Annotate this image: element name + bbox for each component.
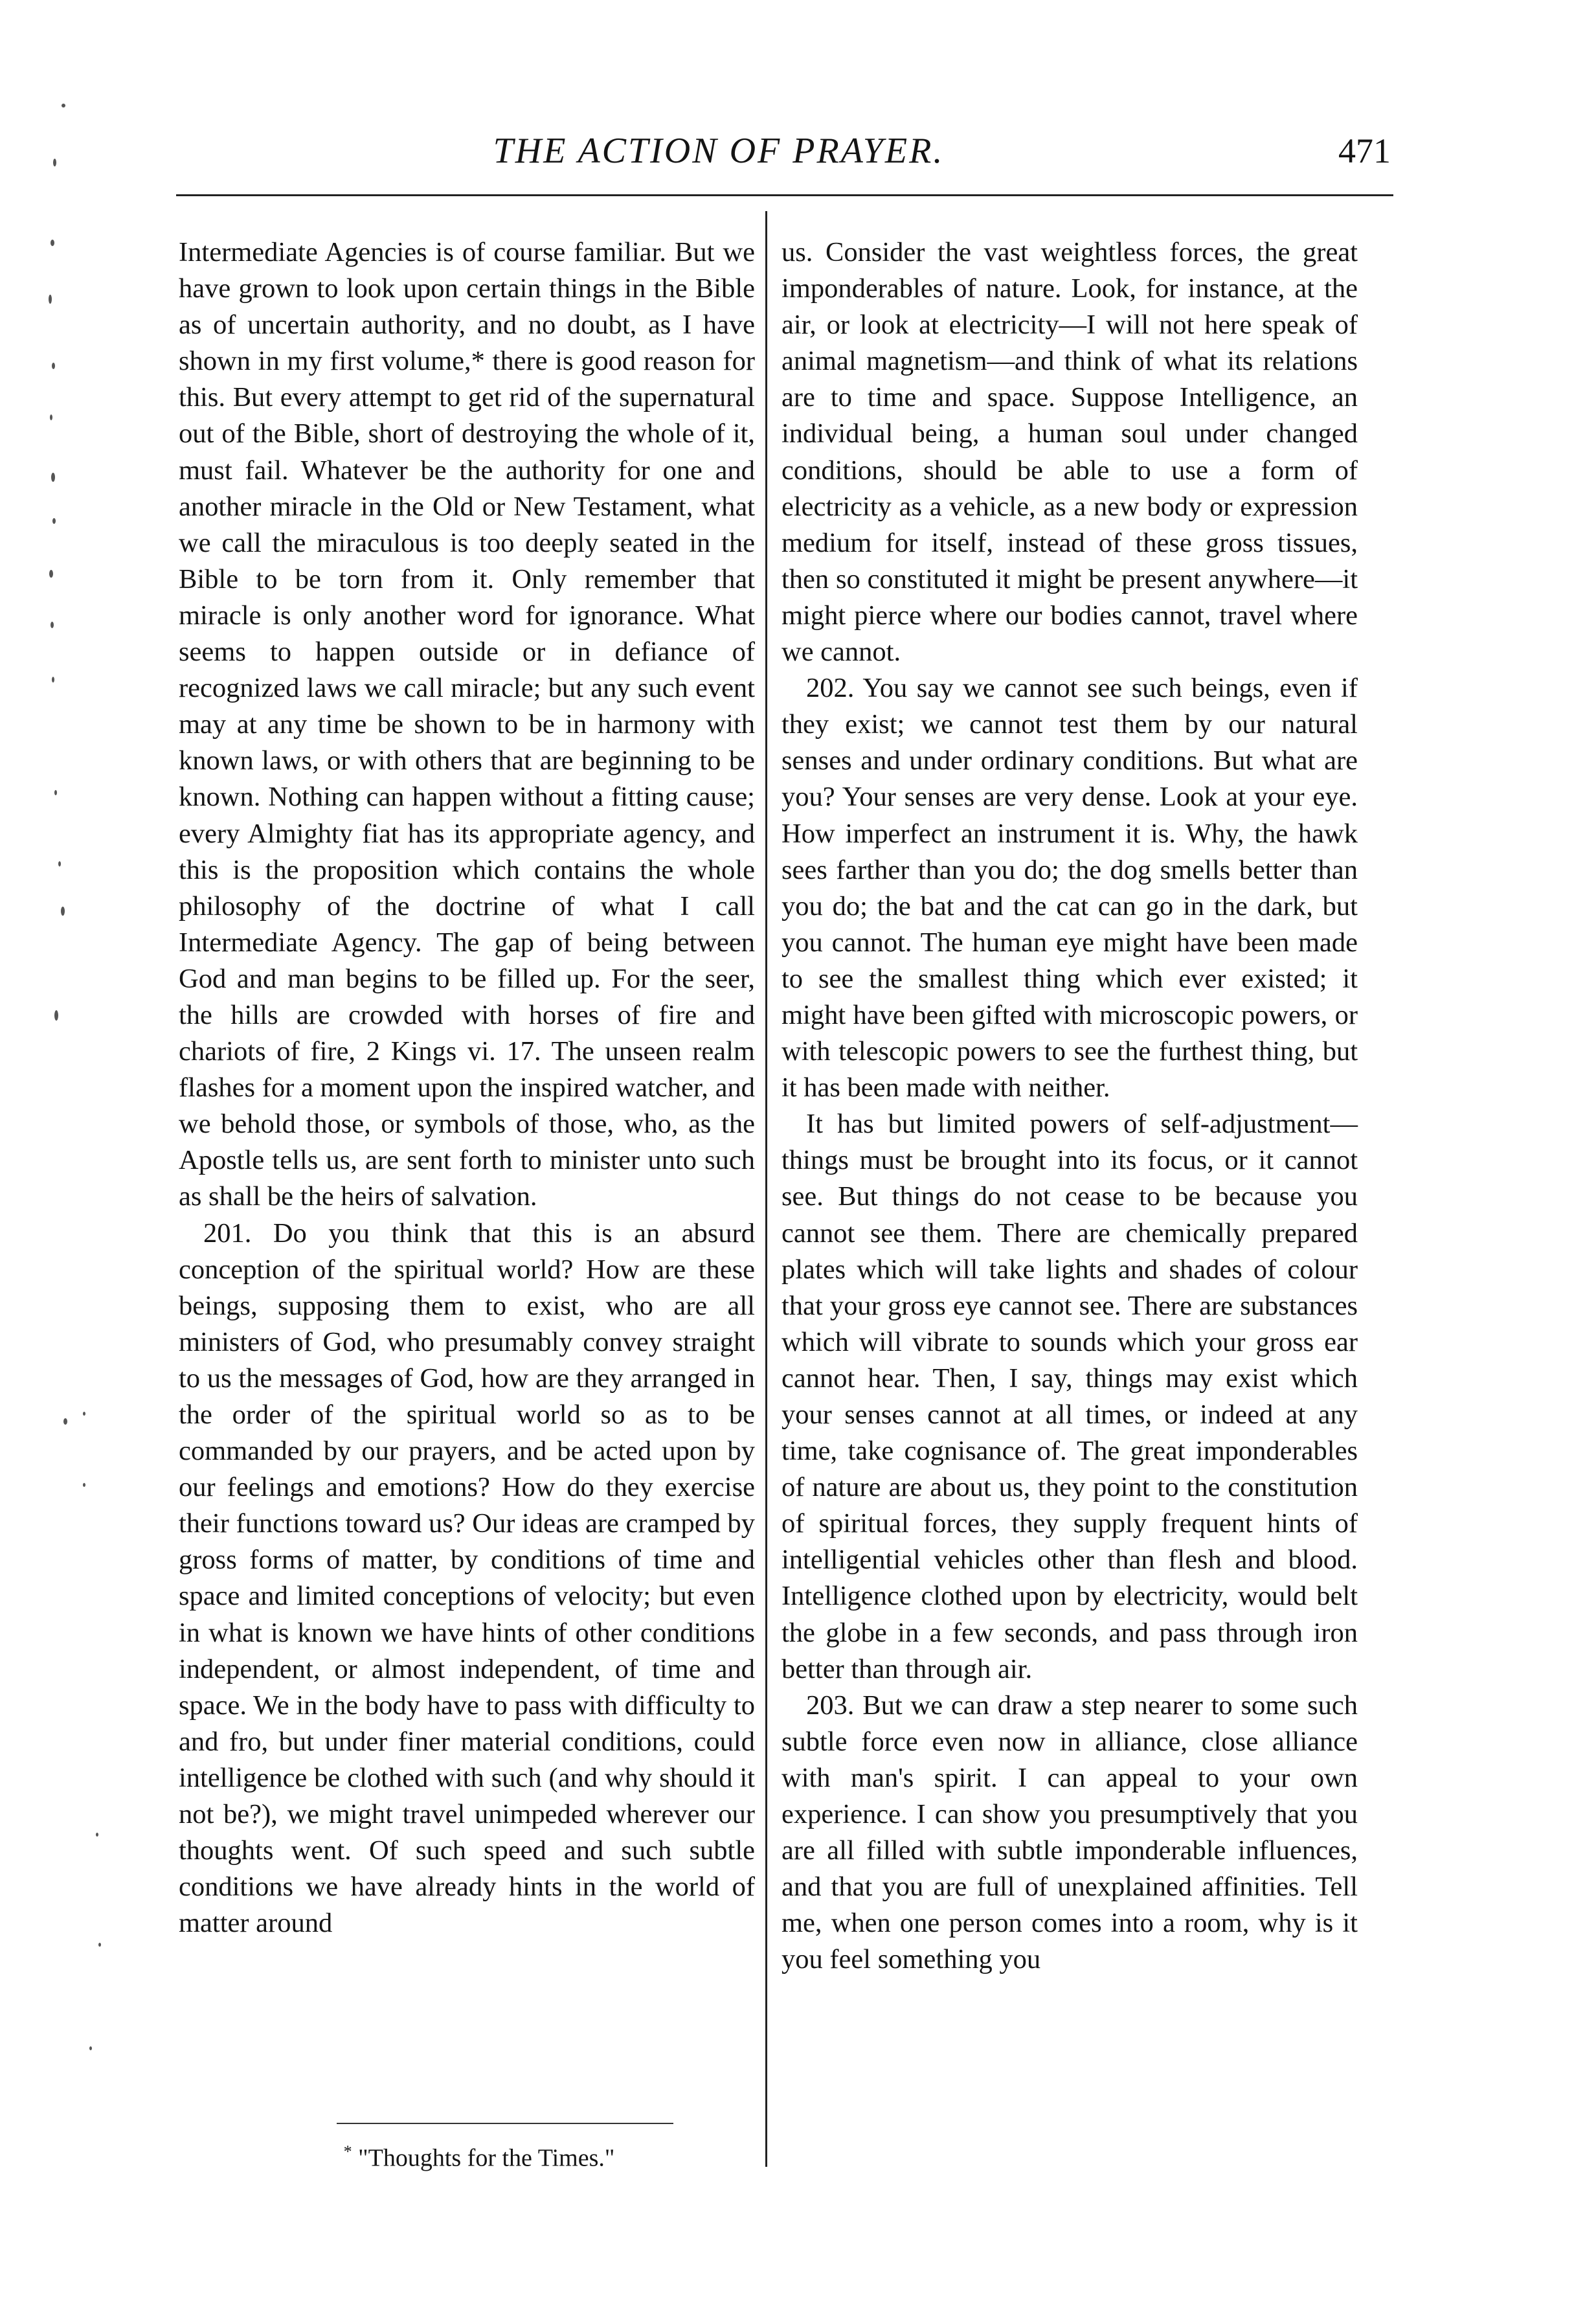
footnote-rule (337, 2123, 673, 2124)
column-divider (765, 211, 767, 2167)
footnote-marker: * (343, 2142, 352, 2161)
paragraph: 201. Do you think that this is an absurd conception of the spiritual world? How are these beings, supposing them to exist, who are all ministers of God, who presumably convey straight to us the messages of God, how are they arranged in the order of the spiritual world so as to be commanded by our prayers, and be acted upon by our feelings and emotions? How do they exercise their functions toward us? Our ideas are cramped by gross forms of matter, by conditions of time and space and limited conceptions of velocity; but even in what is known we have hints of other conditions independent, or almost independent, of time and space. We in the body have to pass with difficulty to and fro, but under finer material conditions, could intelligence be clothed with such (and why should it not be?), we might travel unimpeded wherever our thoughts went. Of such speed and such subtle conditions we have already hints in the world of matter around (179, 1217, 755, 1939)
footnote (194, 2136, 764, 2175)
right-text-column (781, 234, 1358, 1978)
running-title: THE ACTION OF PRAYER. (493, 131, 945, 171)
paragraph: 203. But we can draw a step nearer to some such subtle force even now in alliance, close alliance with man's spirit. I can appeal to your own experience. I can show you presumptively that you are all filled with subtle imponderable influences, and that you are full of unexplained affinities. Tell me, when one person comes into a room, why is it you feel something you (781, 1690, 1358, 1975)
paragraph: us. Consider the vast weightless forces, the great imponderables of nature. Look, for instance, at the air, or look at electricity—I will not here speak of animal magnetism—and think of what its relations are to time and space. Suppose Intelligence, an individual being, a human soul under changed conditions, should be able to use a form of electricity as a vehicle, as a new body or expression medium for itself, instead of these gross tissues, then so constituted it might be present anywhere—it might pierce where our bodies cannot, travel where we cannot. (781, 237, 1358, 668)
footnote-text: "Thoughts for the Times." (358, 2144, 615, 2172)
paragraph: Intermediate Agencies is of course familiar. But we have grown to look upon certain things in the Bible as of uncertain authority, and no doubt, as I have shown in my first volume,* there is good reason for this. But every attempt to get rid of the supernatural out of the Bible, short of destroying the whole of it, must fail. Whatever be the authority for one and another miracle in the Old or New Testament, what we call the miraculous is too deeply seated in the Bible to be torn from it. Only remember that miracle is only another word for ignorance. What seems to happen outside or in defiance of recognized laws we call miracle; but any such event may at any time be shown to be in harmony with known laws, or with others that are beginning to be known. Nothing can happen without a fitting cause; every Almighty fiat has its appropriate agency, and this is the proposition which contains the whole philosophy of the doctrine of what I call Intermediate Agency. The gap of being between God and man begins to be filled up. For the seer, the hills are crowded with horses of fire and chariots of fire, 2 Kings vi. 17. The unseen realm flashes for a moment upon the inspired watcher, and we behold those, or symbols of those, who, as the Apostle tells us, are sent forth to minister unto such as shall be the heirs of salvation. (179, 237, 755, 1212)
header-rule (176, 194, 1393, 196)
left-text-column (179, 234, 755, 1941)
paragraph: 202. You say we cannot see such beings, even if they exist; we cannot test them by our natural senses and under ordinary conditions. But what are you? Your senses are very dense. Look at your eye. How imperfect an instrument it is. Why, the hawk sees farther than you do; the dog smells better than you do; the bat and the cat can go in the dark, but you cannot. The human eye might have been made to see the smallest thing which ever existed; it might have been gifted with microscopic powers, or with telescopic powers to see the furthest thing, but it has been made with neither. (781, 673, 1358, 1103)
margin-scan-specks (0, 0, 97, 2319)
page-number: 471 (1338, 131, 1391, 170)
paragraph: It has but limited powers of self-adjustment—things must be brought into its focus, or it cannot see. But things do not cease to be because you cannot see them. There are chemically prepared plates which will take lights and shades of colour that your gross eye cannot see. There are substances which will vibrate to sounds which your gross ear cannot hear. Then, I say, things may exist which your senses cannot at all times, or indeed at any time, take cognisance of. The great imponderables of nature are about us, they point to the constitution of spiritual forces, they supply frequent hints of intelligential vehicles other than flesh and blood. Intelligence clothed upon by electricity, would belt the globe in a few seconds, and pass through iron better than through air. (781, 1109, 1358, 1684)
